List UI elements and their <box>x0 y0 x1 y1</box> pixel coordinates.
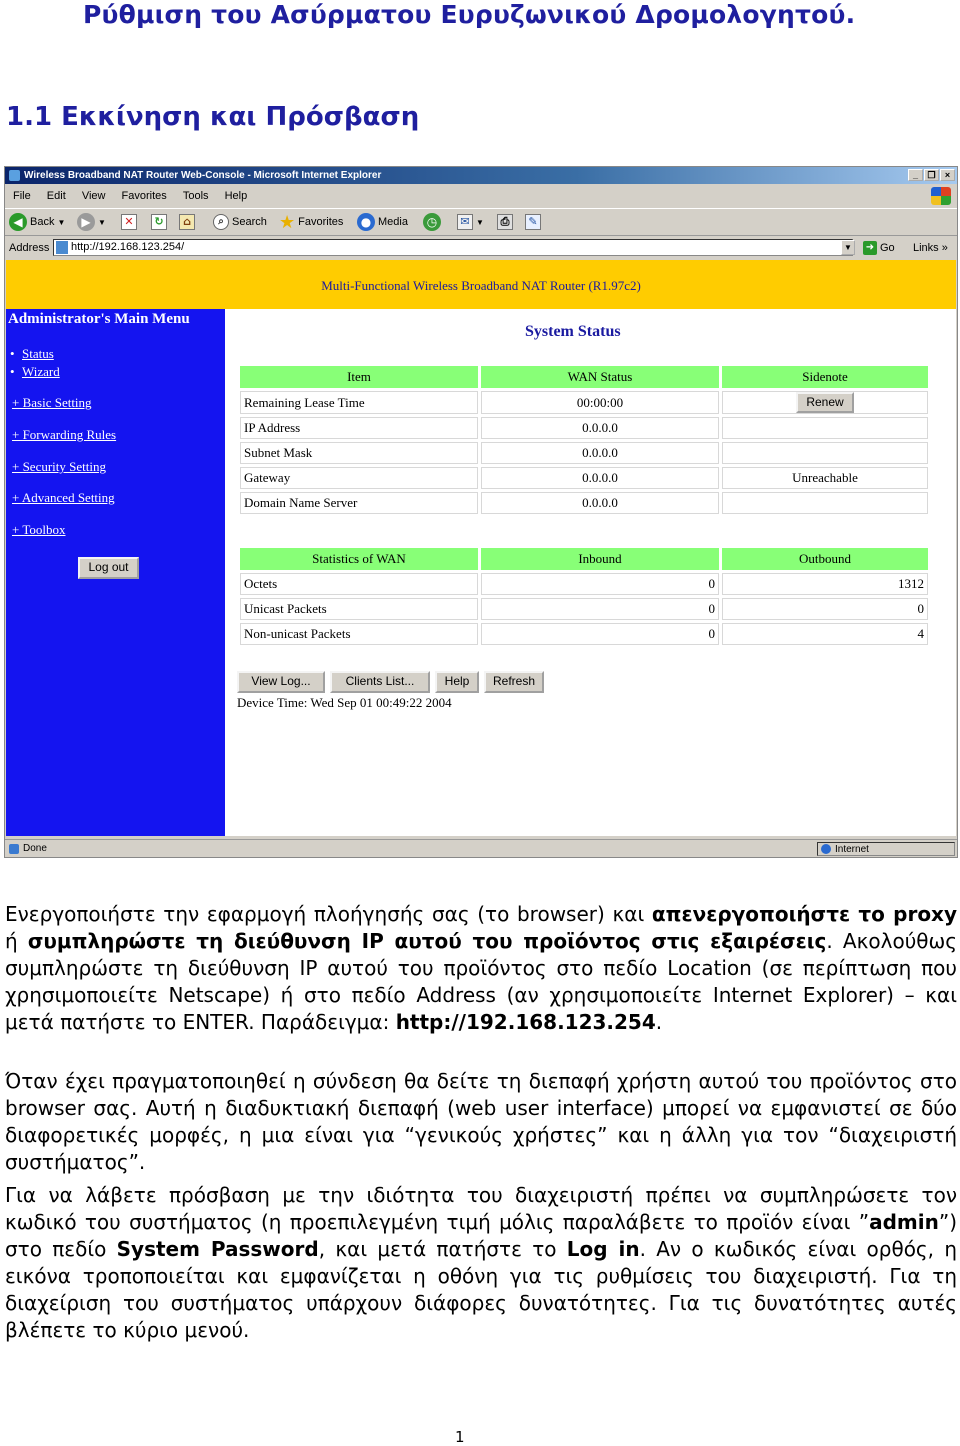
table-row <box>240 623 928 645</box>
menu-link-status[interactable]: • Status <box>22 346 54 362</box>
p3-text-3: , και μετά πατήστε το <box>318 1237 567 1261</box>
favorites-button[interactable] <box>279 212 343 232</box>
search-icon: ⌕ <box>213 214 229 230</box>
minimize-button[interactable]: _ <box>908 169 923 181</box>
paragraph-3 <box>5 1182 957 1344</box>
page-done-icon <box>9 844 19 854</box>
page-number: 1 <box>455 1428 465 1446</box>
ie-icon <box>9 170 20 181</box>
stop-button[interactable] <box>121 212 137 232</box>
wan-stat-outbound: 4 <box>722 623 928 645</box>
go-arrow-icon: ➜ <box>863 241 877 255</box>
p3-bold-admin: admin <box>869 1210 939 1234</box>
menu-view[interactable]: View <box>81 190 106 202</box>
table-row <box>240 492 928 514</box>
renew-button[interactable]: Renew <box>796 392 854 413</box>
menu-favorites[interactable]: Favorites <box>121 190 167 202</box>
search-label: Search <box>232 216 267 228</box>
status-text: Done <box>23 843 47 854</box>
menu-link-forwarding-rules[interactable]: + Forwarding Rules <box>12 427 117 442</box>
wan-stat-outbound: 1312 <box>722 573 928 595</box>
system-status-title: System Status <box>525 323 621 340</box>
favorites-star-icon: ★ <box>279 211 296 232</box>
table-row <box>240 467 928 489</box>
status-item: Subnet Mask <box>240 442 478 464</box>
wan-header-statistics: Statistics of WAN <box>240 548 478 570</box>
wan-stat-inbound: 0 <box>481 598 719 620</box>
wan-stat-name: Unicast Packets <box>240 598 478 620</box>
menu-link-security-setting[interactable]: + Security Setting <box>12 459 106 474</box>
mail-icon: ✉ <box>457 214 473 230</box>
browser-window <box>4 166 958 858</box>
p3-bold-system-password: System Password <box>116 1237 319 1261</box>
internet-zone-icon <box>821 844 831 854</box>
clients-list-button[interactable]: Clients List... <box>330 671 430 693</box>
refresh-browser-button[interactable] <box>151 212 167 232</box>
status-table <box>237 363 931 517</box>
history-icon: ◷ <box>423 213 441 231</box>
status-value: 0.0.0.0 <box>481 467 719 489</box>
home-button[interactable] <box>179 212 195 232</box>
status-note <box>722 492 928 514</box>
p3-text-2: ”) στο πεδίο <box>5 1210 957 1261</box>
logout-button[interactable]: Log out <box>78 557 139 579</box>
p1-text-2: ή <box>5 929 28 953</box>
table-row <box>240 391 928 414</box>
table-row <box>240 598 928 620</box>
p1-bold-url: http://192.168.123.254 <box>395 1010 656 1034</box>
main-panel <box>225 309 956 836</box>
media-label: Media <box>378 216 408 228</box>
forward-button[interactable]: ▶ ▼ <box>77 212 106 232</box>
refresh-icon: ↻ <box>151 214 167 230</box>
print-icon: ⎙ <box>497 214 513 230</box>
admin-menu-title: Administrator's Main Menu <box>8 311 190 327</box>
p3-bold-login: Log in <box>566 1237 640 1261</box>
status-bar <box>5 839 957 858</box>
menu-link-toolbox[interactable]: + Toolbox <box>12 522 66 537</box>
device-time: Device Time: Wed Sep 01 00:49:22 2004 <box>237 695 452 710</box>
address-bar <box>5 237 957 259</box>
menu-tools[interactable]: Tools <box>182 190 209 202</box>
status-value: 0.0.0.0 <box>481 442 719 464</box>
menu-link-wizard[interactable]: • Wizard <box>22 364 60 380</box>
back-button[interactable]: ◀ Back ▼ <box>9 212 65 232</box>
edit-page-button[interactable] <box>525 212 541 232</box>
wan-stat-inbound: 0 <box>481 623 719 645</box>
menu-link-basic-setting[interactable]: + Basic Setting <box>12 395 92 410</box>
windows-logo-icon <box>931 187 951 205</box>
p1-bold-2: συμπληρώστε τη διεύθυνση IP αυτού του προϊόντος στις εξαιρέσεις <box>27 929 827 953</box>
status-header-sidenote: Sidenote <box>722 366 928 388</box>
status-item: Remaining Lease Time <box>240 391 478 414</box>
back-label: Back <box>30 216 55 228</box>
links-label: Links <box>913 242 939 254</box>
status-header-item: Item <box>240 366 478 388</box>
search-button[interactable] <box>213 212 267 232</box>
status-value: 0.0.0.0 <box>481 417 719 439</box>
window-title: Wireless Broadband NAT Router Web-Console - Microsoft Internet Explorer <box>24 170 382 181</box>
p3-text-4: . Αν ο κωδικός είναι ορθός, η εικόνα τροποποιείται και εμφανίζεται η οθόνη για τις ρυθμίσεις του διαχειριστή. Για τη διαχείριση του συστήματος υπάρχουν διάφορες δυνατότητες. Για τις δυνατότητες αυτές βλέπετε το κύριο μενού. <box>5 1237 958 1342</box>
wan-stat-outbound: 0 <box>722 598 928 620</box>
browser-toolbar <box>5 208 957 236</box>
status-note: Unreachable <box>722 467 928 489</box>
history-button[interactable] <box>423 212 441 232</box>
paragraph-1 <box>5 901 957 1036</box>
table-row <box>240 573 928 595</box>
media-icon: ● <box>357 213 375 231</box>
page-icon <box>56 241 68 254</box>
document-title: Ρύθμιση του Ασύρματου Ευρυζωνικού Δρομολογητού. <box>83 0 856 29</box>
address-label: Address <box>9 242 50 254</box>
wan-stat-name: Octets <box>240 573 478 595</box>
wan-header-outbound: Outbound <box>722 548 928 570</box>
favorites-label: Favorites <box>298 216 344 228</box>
p1-bold-1: απενεργοποιήστε το proxy <box>651 902 957 926</box>
view-log-button[interactable]: View Log... <box>237 671 325 693</box>
help-button[interactable]: Help <box>435 671 479 693</box>
print-button[interactable] <box>497 212 513 232</box>
menu-link-advanced-setting[interactable]: + Advanced Setting <box>12 490 115 505</box>
edit-icon: ✎ <box>525 214 541 230</box>
window-titlebar <box>5 167 957 184</box>
go-label: Go <box>880 242 895 254</box>
go-button[interactable] <box>863 241 895 255</box>
address-input[interactable] <box>53 239 853 256</box>
p1-text-4: . <box>655 1010 663 1034</box>
status-header-wan: WAN Status <box>481 366 719 388</box>
menu-edit[interactable]: Edit <box>46 190 66 202</box>
refresh-button[interactable]: Refresh <box>484 671 544 693</box>
router-banner: Multi-Functional Wireless Broadband NAT Router (R1.97c2) <box>6 260 956 309</box>
wan-statistics-table <box>237 545 931 648</box>
status-value: 0.0.0.0 <box>481 492 719 514</box>
forward-arrow-icon: ▶ <box>77 213 95 231</box>
wan-header-inbound: Inbound <box>481 548 719 570</box>
table-row <box>240 417 928 439</box>
status-item: IP Address <box>240 417 478 439</box>
restore-button[interactable]: ❐ <box>924 169 939 181</box>
mail-button[interactable]: ✉ ▼ <box>457 212 484 232</box>
wan-stat-name: Non-unicast Packets <box>240 623 478 645</box>
address-dropdown-button[interactable]: ▼ <box>841 240 855 255</box>
menu-file[interactable]: File <box>13 190 31 202</box>
p1-text-3: . Ακολούθως συμπληρώστε τη διεύθυνση IP αυτού του προϊόντος στο πεδίο Location (σε περίπτωση που χρησιμοποιείτε Netscape) ή στο πεδίο Address (αν χρησιμοποιείτε Internet Explorer) – και μετά πατήστε το ENTER. Παράδειγμα: <box>5 929 957 1034</box>
close-button[interactable]: × <box>940 169 955 181</box>
zone-text: Internet <box>835 843 869 855</box>
menu-bar <box>5 186 957 206</box>
status-item: Gateway <box>240 467 478 489</box>
home-icon: ⌂ <box>179 214 195 230</box>
table-row <box>240 442 928 464</box>
wan-stat-inbound: 0 <box>481 573 719 595</box>
p3-text-1: Για να λάβετε πρόσβαση με την ιδιότητα του διαχειριστή πρέπει να συμπληρώσετε τον κωδικό του συστήματος (η προεπιλεγμένη τιμή μόλις παραλάβετε το προϊόν είναι ” <box>5 1183 957 1234</box>
address-value: http://192.168.123.254/ <box>71 241 185 253</box>
status-value: 00:00:00 <box>481 391 719 414</box>
status-note <box>722 417 928 439</box>
stop-icon: ✕ <box>121 214 137 230</box>
menu-help[interactable]: Help <box>224 190 248 202</box>
page-content <box>6 260 956 836</box>
media-button[interactable] <box>357 212 408 232</box>
p1-text-1: Ενεργοποιήστε την εφαρμογή πλοήγησής σας (το browser) και <box>5 902 652 926</box>
paragraph-2: Όταν έχει πραγματοποιηθεί η σύνδεση θα δείτε τη διεπαφή χρήστη αυτού του προϊόντος στο browser σας. Αυτή η διαδυκτιακή διεπαφή (web user interface) μπορεί να εμφανιστεί σε δύο διαφορετικές μορφές, η μια είναι για “γενικούς χρήστες” και η άλλη για τον “διαχειριστή συστήματος”. <box>5 1069 957 1174</box>
status-note <box>722 442 928 464</box>
links-button[interactable]: Links » <box>913 242 948 254</box>
admin-sidebar <box>6 309 225 836</box>
section-title: 1.1 Εκκίνηση και Πρόσβαση <box>6 102 420 132</box>
status-item: Domain Name Server <box>240 492 478 514</box>
back-arrow-icon: ◀ <box>9 213 27 231</box>
